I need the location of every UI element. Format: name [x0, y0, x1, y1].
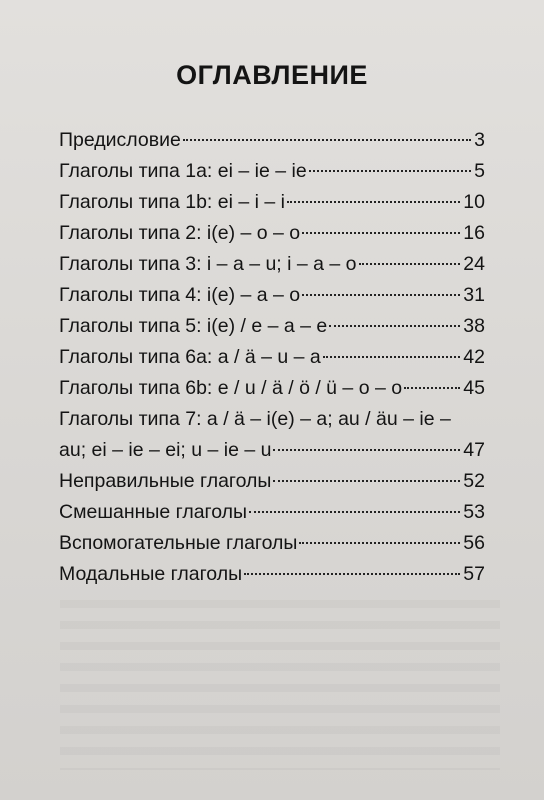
toc-entry-title: Глаголы типа 3: i – a – u; i – a – o — [59, 253, 357, 275]
toc-entry — [59, 373, 485, 404]
toc-entry-page: 56 — [463, 532, 485, 554]
toc-entry-wrap-line — [59, 404, 485, 435]
toc-entry-page: 45 — [463, 377, 485, 399]
toc-entry-title: au; ei – ie – ei; u – ie – u — [59, 439, 272, 461]
toc-entry — [59, 280, 485, 311]
dot-leader — [273, 480, 460, 482]
toc-entry — [59, 466, 485, 497]
toc-entry-page: 10 — [463, 191, 485, 213]
dot-leader — [273, 449, 460, 451]
toc-entry-title: Глаголы типа 5: i(e) / e – a – e — [59, 315, 328, 337]
dot-leader — [323, 356, 461, 358]
toc-entry-page: 5 — [474, 160, 485, 182]
toc-entry-title: Смешанные глаголы — [59, 501, 248, 523]
dot-leader — [329, 325, 460, 327]
toc-entry — [59, 218, 485, 249]
table-of-contents — [59, 125, 485, 590]
dot-leader — [302, 294, 460, 296]
dot-leader — [359, 263, 461, 265]
toc-entry-page: 24 — [463, 253, 485, 275]
toc-entry — [59, 528, 485, 559]
toc-entry — [59, 311, 485, 342]
toc-entry-title: Глаголы типа 6b: e / u / ä / ö / ü – o – o — [59, 377, 403, 399]
toc-entry-title: Модальные глаголы — [59, 563, 243, 585]
dot-leader — [299, 542, 460, 544]
dot-leader — [302, 232, 460, 234]
toc-entry-page: 38 — [463, 315, 485, 337]
bleed-through-texture — [60, 600, 500, 770]
toc-entry — [59, 187, 485, 218]
toc-entry-page: 57 — [463, 563, 485, 585]
dot-leader — [244, 573, 460, 575]
toc-entry — [59, 342, 485, 373]
toc-entry-page: 16 — [463, 222, 485, 244]
toc-entry-title: Глаголы типа 1b: ei – i – i — [59, 191, 285, 213]
toc-entry-title-line1: Глаголы типа 7: a / ä – i(e) – a; au / äu – ie – — [59, 408, 451, 430]
toc-entry-page: 52 — [463, 470, 485, 492]
dot-leader — [183, 139, 471, 141]
dot-leader — [287, 201, 460, 203]
toc-entry-page: 47 — [463, 439, 485, 461]
toc-entry-page: 53 — [463, 501, 485, 523]
toc-entry-title: Глаголы типа 1а: ei – ie – ie — [59, 160, 307, 182]
toc-entry-page: 42 — [463, 346, 485, 368]
toc-entry-page: 31 — [463, 284, 485, 306]
toc-entry-title: Глаголы типа 4: i(e) – a – o — [59, 284, 301, 306]
toc-entry — [59, 156, 485, 187]
dot-leader — [404, 387, 460, 389]
toc-entry — [59, 497, 485, 528]
dot-leader — [309, 170, 471, 172]
page-title: ОГЛАВЛЕНИЕ — [176, 60, 368, 90]
toc-entry — [59, 249, 485, 280]
toc-entry-page: 3 — [474, 129, 485, 151]
toc-entry — [59, 435, 485, 466]
toc-entry — [59, 125, 485, 156]
toc-entry-title: Неправильные глаголы — [59, 470, 272, 492]
dot-leader — [249, 511, 460, 513]
toc-entry-title: Глаголы типа 2: i(e) – o – o — [59, 222, 301, 244]
toc-entry-title: Предисловие — [59, 129, 181, 151]
toc-entry-title: Вспомогательные глаголы — [59, 532, 298, 554]
toc-entry — [59, 559, 485, 590]
toc-entry-title: Глаголы типа 6а: a / ä – u – a — [59, 346, 321, 368]
